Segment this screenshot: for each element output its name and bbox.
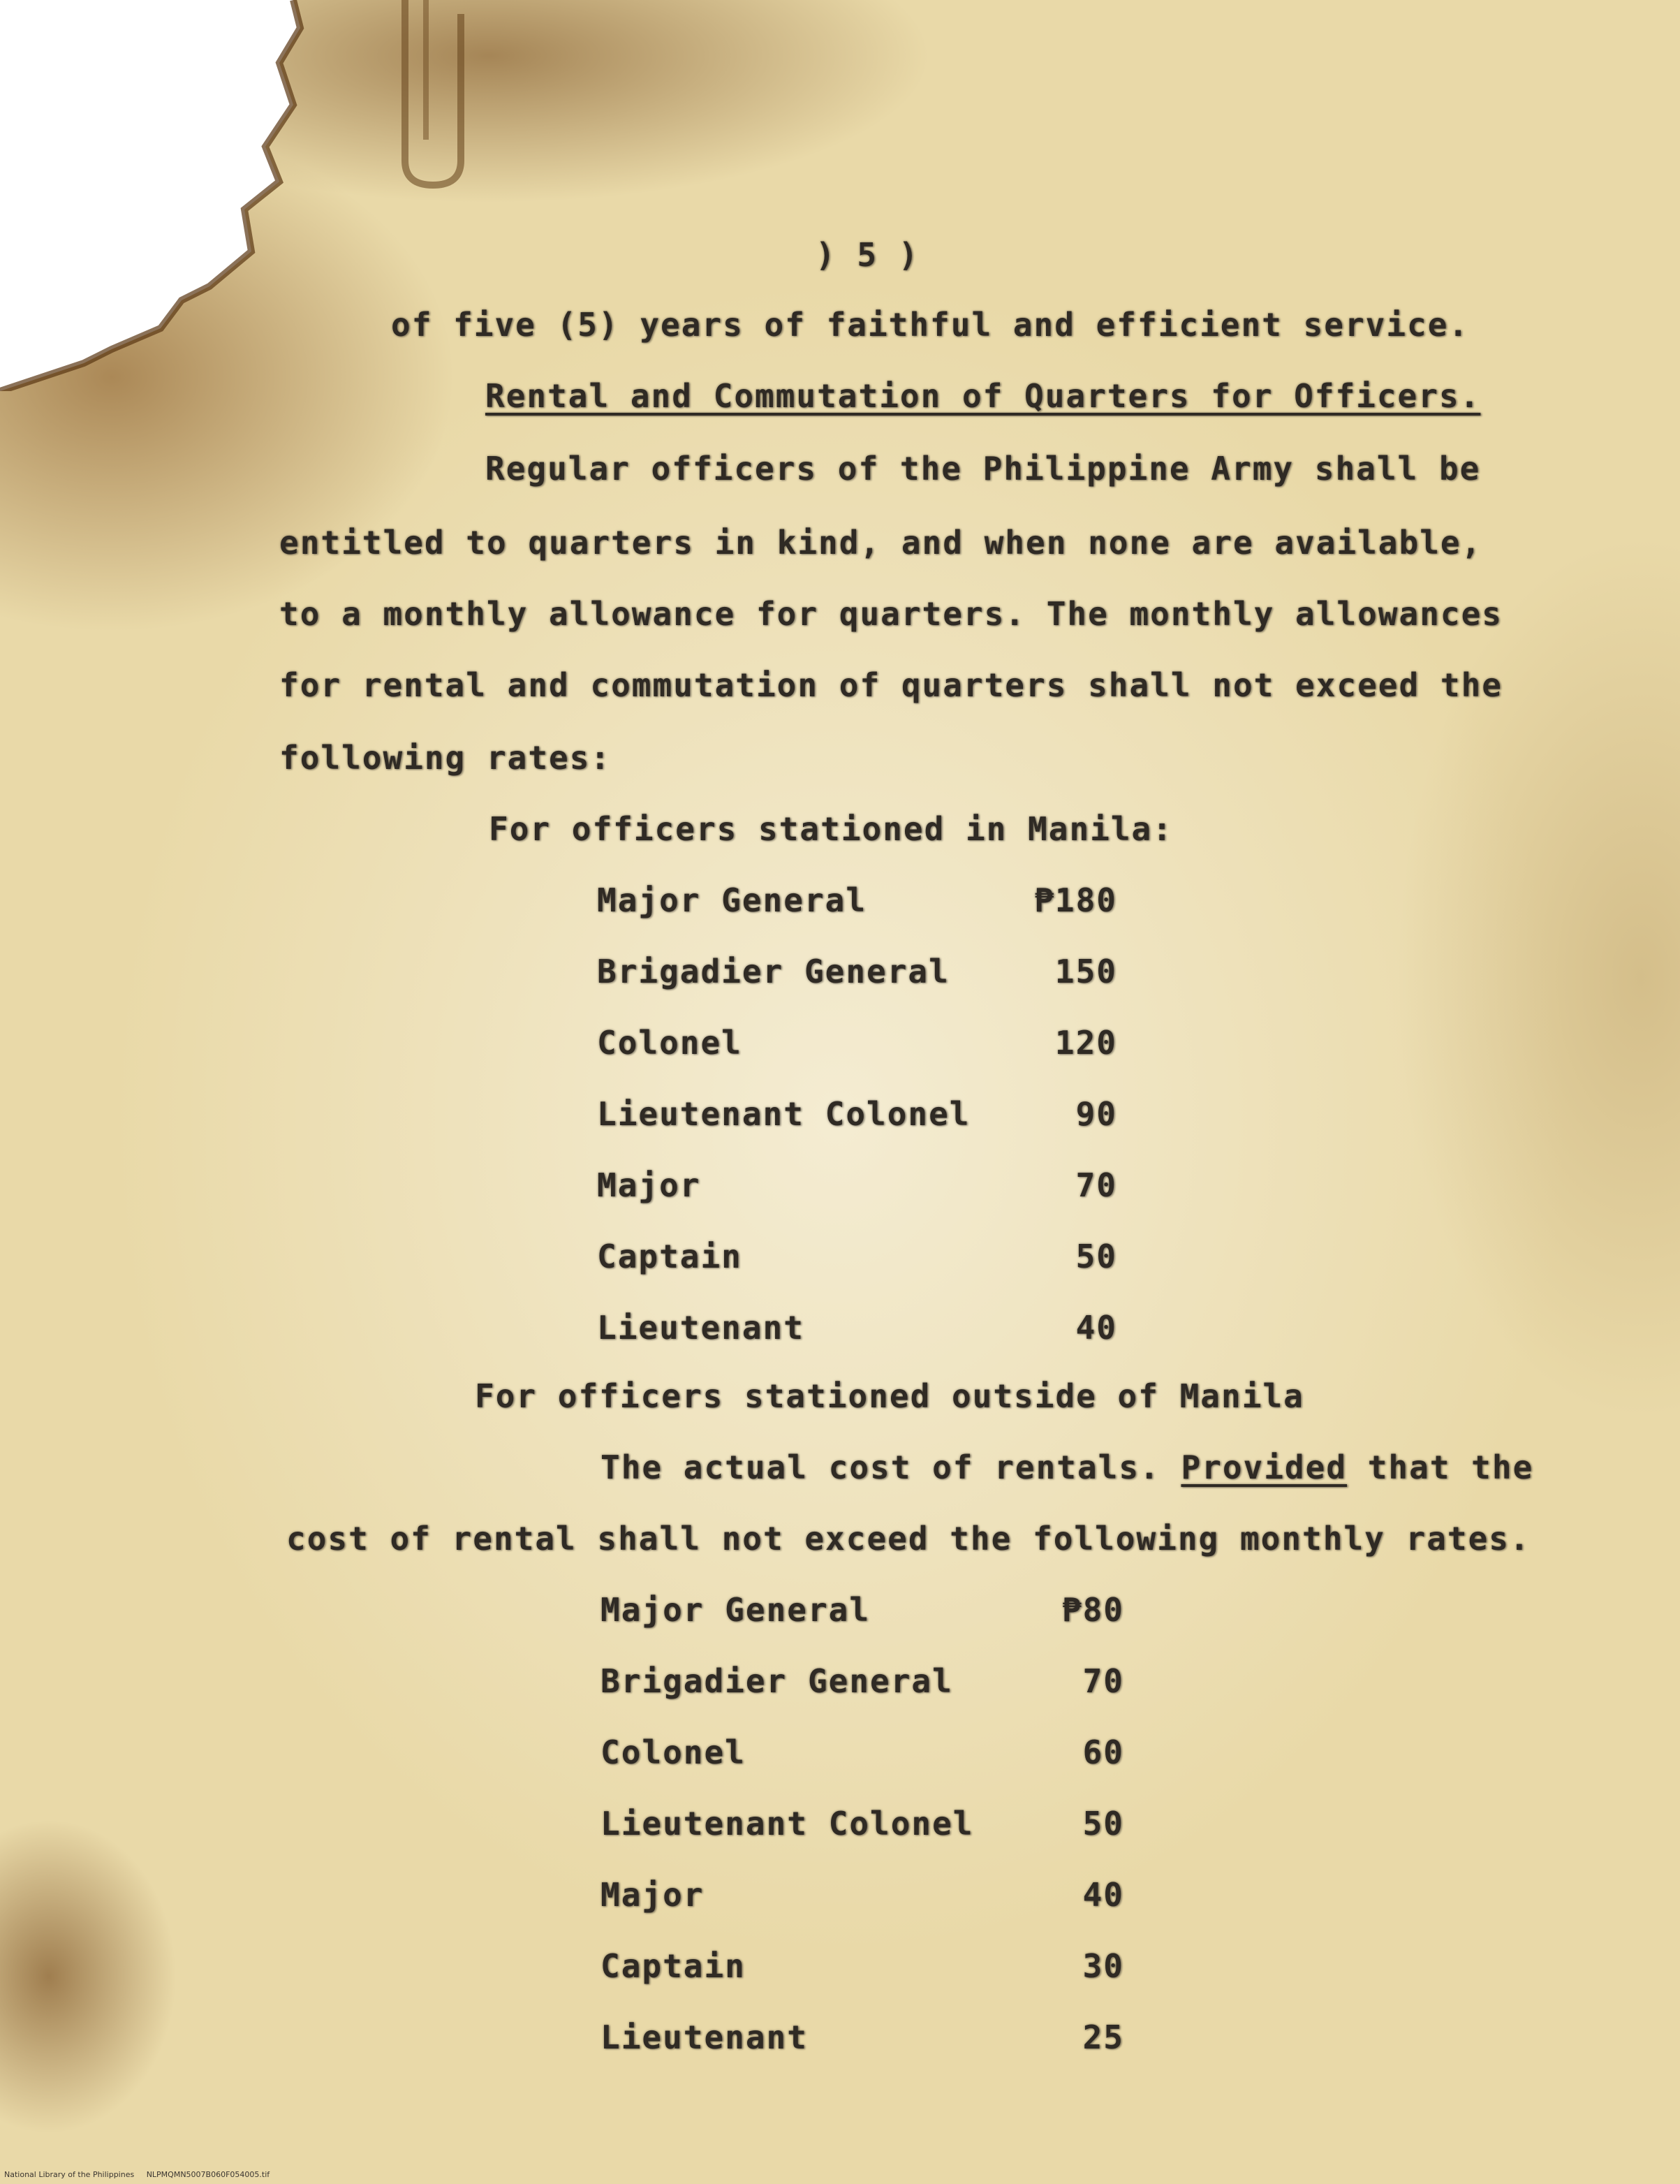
paragraph-line-4: for rental and commutation of quarters shall not exceed the <box>279 666 1503 704</box>
rank-amount: 60 <box>1082 1734 1124 1771</box>
table-row <box>600 1591 1229 1633</box>
rank-amount: 90 <box>1075 1095 1117 1133</box>
table-row <box>600 1734 1229 1775</box>
body-line-1: of five (5) years of faithful and efficient service. <box>391 306 1470 344</box>
rank-name: Lieutenant <box>600 2018 808 2056</box>
rank-amount: 40 <box>1075 1309 1117 1347</box>
table-row <box>600 1947 1229 1989</box>
torn-corner <box>0 0 391 391</box>
table-row <box>600 1662 1229 1704</box>
rank-amount: 70 <box>1075 1166 1117 1204</box>
section-heading: Rental and Commutation of Quarters for Officers. <box>485 377 1481 415</box>
actual-cost-line <box>600 1449 1533 1486</box>
manila-rates-intro: For officers stationed in Manila: <box>489 810 1173 848</box>
rank-name: Lieutenant Colonel <box>600 1805 974 1842</box>
rank-name: Brigadier General <box>597 953 950 990</box>
table-row <box>597 1166 1225 1208</box>
rank-amount: 150 <box>1054 953 1117 990</box>
actual-cost-text: The actual cost of rentals. <box>600 1449 1181 1486</box>
table-row <box>597 881 1225 923</box>
rank-amount: 70 <box>1082 1662 1124 1700</box>
paragraph-line-2: entitled to quarters in kind, and when none are available, <box>279 524 1482 562</box>
table-row <box>597 1095 1225 1137</box>
rank-name: Major General <box>600 1591 871 1629</box>
rank-amount: 50 <box>1082 1805 1124 1842</box>
rank-amount: 25 <box>1082 2018 1124 2056</box>
rank-name: Major General <box>597 881 867 919</box>
rank-name: Lieutenant Colonel <box>597 1095 971 1133</box>
rank-amount: 40 <box>1082 1876 1124 1914</box>
rank-name: Brigadier General <box>600 1662 953 1700</box>
rank-amount: 50 <box>1075 1238 1117 1275</box>
rank-amount: 120 <box>1054 1024 1117 1062</box>
rank-amount: ₱180 <box>1034 881 1117 919</box>
paragraph-line-5: following rates: <box>279 739 612 777</box>
table-row <box>600 2018 1229 2060</box>
actual-cost-text-end: that the <box>1347 1449 1534 1486</box>
table-row <box>600 1805 1229 1847</box>
outside-rates-intro: For officers stationed outside of Manila <box>475 1377 1304 1415</box>
table-row <box>600 1876 1229 1918</box>
rank-amount: ₱80 <box>1061 1591 1124 1629</box>
rank-name: Major <box>597 1166 701 1204</box>
paragraph-line-1: Regular officers of the Philippine Army shall be <box>485 450 1481 488</box>
table-row <box>597 953 1225 995</box>
rank-name: Lieutenant <box>597 1309 804 1347</box>
page-number: ) 5 ) <box>816 236 920 274</box>
provided-word: Provided <box>1181 1449 1348 1486</box>
paragraph-line-3: to a monthly allowance for quarters. The monthly allowances <box>279 595 1503 633</box>
rank-name: Colonel <box>600 1734 746 1771</box>
rank-name: Captain <box>600 1947 746 1985</box>
cost-of-rental-line: cost of rental shall not exceed the following monthly rates. <box>286 1520 1531 1558</box>
table-row <box>597 1309 1225 1351</box>
archive-footer: National Library of the Philippines NLPMQMN5007B060F054005.tif <box>4 2170 270 2179</box>
table-row <box>597 1024 1225 1066</box>
rank-name: Colonel <box>597 1024 742 1062</box>
rank-name: Major <box>600 1876 705 1914</box>
paper-clip-mark <box>377 0 489 196</box>
rank-name: Captain <box>597 1238 742 1275</box>
table-row <box>597 1238 1225 1280</box>
rank-amount: 30 <box>1082 1947 1124 1985</box>
